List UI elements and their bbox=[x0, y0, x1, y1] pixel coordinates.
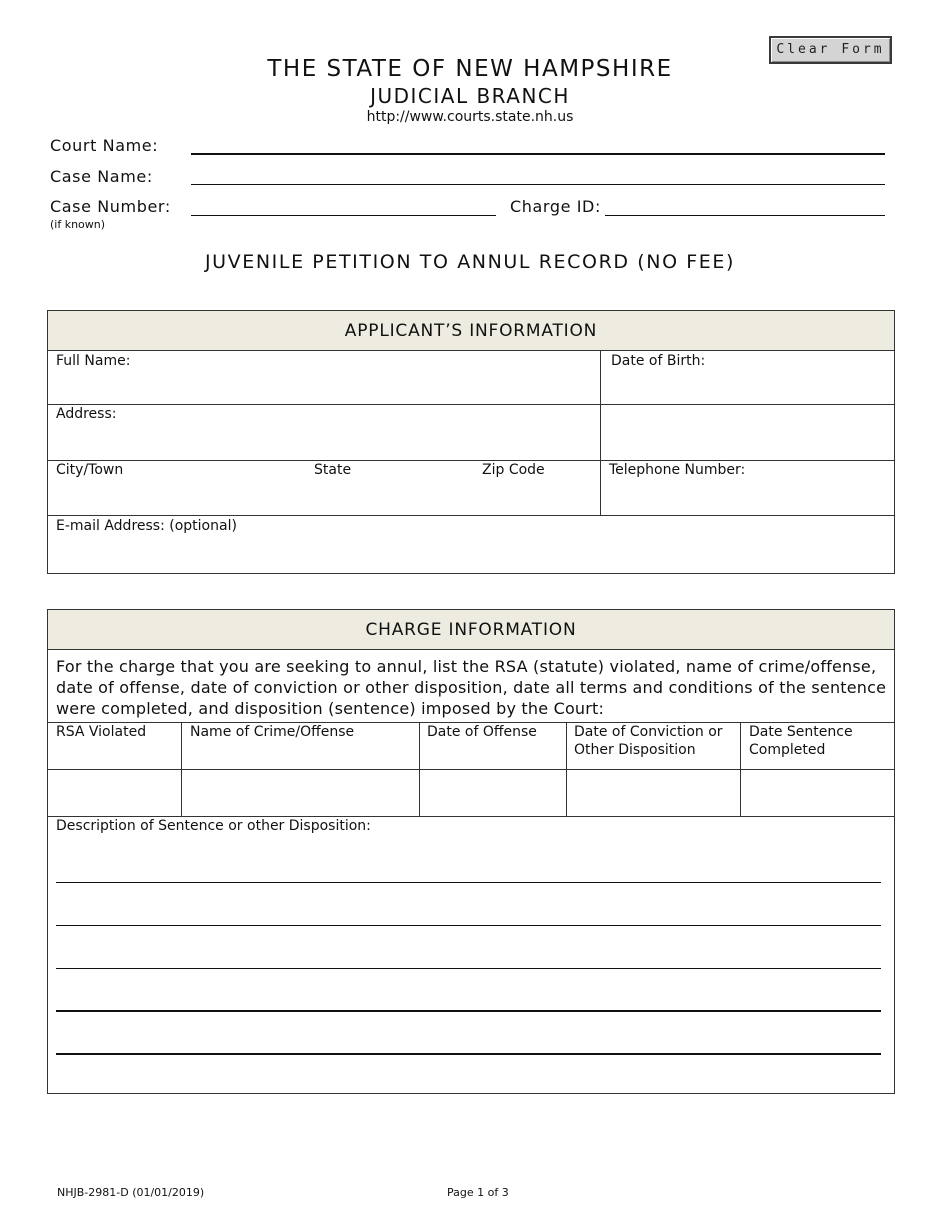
column-divider bbox=[600, 351, 601, 516]
description-line[interactable] bbox=[56, 1010, 881, 1012]
date-sentence-completed-input[interactable] bbox=[741, 770, 893, 815]
col-date-of-offense: Date of Offense bbox=[427, 724, 537, 740]
col-rsa-violated: RSA Violated bbox=[56, 724, 147, 740]
date-of-offense-input[interactable] bbox=[420, 770, 565, 815]
crime-offense-input[interactable] bbox=[182, 770, 418, 815]
applicant-info-heading: APPLICANT’S INFORMATION bbox=[48, 311, 894, 351]
case-number-label: Case Number: bbox=[50, 197, 171, 216]
charge-info-box bbox=[47, 609, 895, 1094]
form-title: JUVENILE PETITION TO ANNUL RECORD (NO FEE) bbox=[204, 251, 736, 273]
court-name-field[interactable] bbox=[191, 153, 885, 155]
charge-instructions: For the charge that you are seeking to annul, list the RSA (statute) violated, name of crime/offense, date of offense, date of conviction or other disposition, date all terms and conditions of the sentence were completed, and disposition (sentence) imposed by the Court: bbox=[56, 657, 887, 718]
full-name-field[interactable]: Full Name: bbox=[56, 353, 131, 369]
date-of-birth-field[interactable]: Date of Birth: bbox=[611, 353, 706, 369]
col-crime-offense: Name of Crime/Offense bbox=[190, 724, 355, 740]
city-town-field[interactable]: City/Town bbox=[56, 462, 124, 478]
form-id: NHJB-2981-D (01/01/2019) bbox=[57, 1186, 205, 1199]
case-name-field[interactable] bbox=[191, 184, 885, 185]
state-field[interactable]: State bbox=[314, 462, 352, 478]
court-name-label: Court Name: bbox=[50, 136, 159, 155]
row-divider bbox=[48, 515, 894, 516]
description-line[interactable] bbox=[56, 1053, 881, 1055]
description-line[interactable] bbox=[56, 882, 881, 883]
page-number: Page 1 of 3 bbox=[447, 1186, 509, 1199]
charge-id-label: Charge ID: bbox=[510, 197, 601, 216]
if-known-note: (if known) bbox=[50, 218, 106, 231]
description-label: Description of Sentence or other Disposition: bbox=[56, 818, 371, 834]
branch-title: JUDICIAL BRANCH bbox=[370, 84, 570, 108]
applicant-info-box bbox=[47, 310, 895, 574]
zip-code-field[interactable]: Zip Code bbox=[482, 462, 545, 478]
description-line[interactable] bbox=[56, 925, 881, 926]
row-divider bbox=[48, 404, 894, 405]
col-date-of-conviction: Date of Conviction or Other Disposition bbox=[574, 724, 723, 758]
address-field[interactable]: Address: bbox=[56, 406, 117, 422]
case-name-label: Case Name: bbox=[50, 167, 153, 186]
telephone-field[interactable]: Telephone Number: bbox=[609, 462, 746, 478]
case-number-field[interactable] bbox=[191, 215, 496, 216]
col-date-sentence-completed: Date Sentence Completed bbox=[749, 724, 853, 758]
description-line[interactable] bbox=[56, 968, 881, 969]
clear-form-button[interactable]: Clear Form bbox=[769, 36, 892, 64]
row-divider bbox=[48, 460, 894, 461]
date-of-conviction-input[interactable] bbox=[567, 770, 739, 815]
charge-info-heading: CHARGE INFORMATION bbox=[48, 610, 894, 650]
charge-id-field[interactable] bbox=[605, 215, 885, 216]
rsa-violated-input[interactable] bbox=[49, 770, 180, 815]
court-url: http://www.courts.state.nh.us bbox=[366, 109, 574, 125]
state-title: THE STATE OF NEW HAMPSHIRE bbox=[267, 56, 673, 82]
email-field[interactable]: E-mail Address: (optional) bbox=[56, 518, 237, 534]
